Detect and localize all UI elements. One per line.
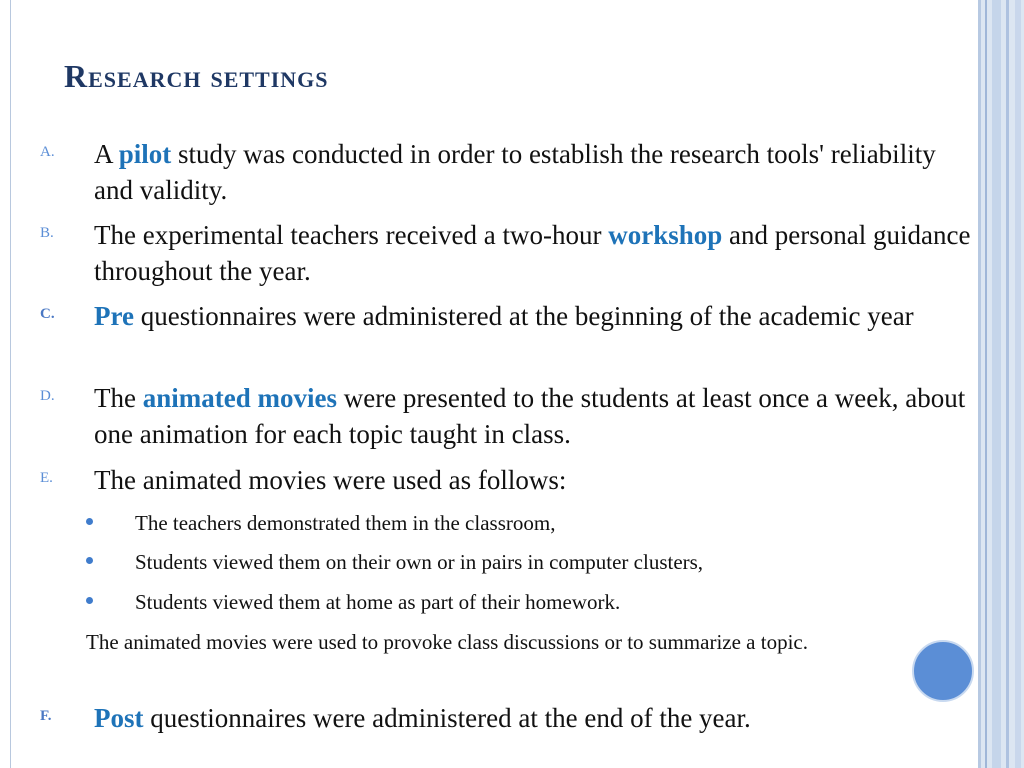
bullet-icon: [86, 518, 93, 525]
bullet-icon: [86, 597, 93, 604]
list-item-text-a: A pilot study was conducted in order to establish the research tools' reliability and validity.: [94, 139, 936, 205]
list-marker-e: E.: [40, 470, 53, 486]
highlight-animated-movies: animated movies: [142, 383, 337, 413]
list-item-text-d: The animated movies were presented to the students at least once a week, about one animation for each topic taught in class.: [94, 383, 966, 449]
sub-list-text: Students viewed them at home as part of their homework.: [135, 590, 621, 614]
highlight-post: Post: [94, 703, 144, 733]
list-marker-c: C.: [40, 306, 55, 322]
right-decorative-stripes: [978, 0, 1024, 768]
list-item-text-e: The animated movies were used as follows:: [94, 465, 567, 495]
list-marker-b: B.: [40, 225, 54, 241]
sub-list-text: Students viewed them on their own or in pairs in computer clusters,: [135, 550, 704, 574]
slide-title: Research settings: [64, 58, 329, 94]
bullet-icon: [86, 557, 93, 564]
list-item-text-f: Post questionnaires were administered at the end of the year.: [94, 703, 751, 733]
list-marker-a: A.: [40, 144, 55, 160]
left-border-line: [10, 0, 11, 768]
list-marker-d: D.: [40, 388, 55, 404]
highlight-workshop: workshop: [608, 220, 723, 250]
list-item-text-b: The experimental teachers received a two-hour workshop and personal guidance throughout the year.: [94, 220, 971, 286]
note-paragraph: The animated movies were used to provoke class discussions or to summarize a topic.: [86, 630, 808, 654]
list-item-text-c: Pre questionnaires were administered at the beginning of the academic year: [94, 301, 914, 331]
highlight-pilot: pilot: [118, 139, 172, 169]
list-marker-f: F.: [40, 708, 52, 724]
highlight-pre: Pre: [94, 301, 134, 331]
sub-list-text: The teachers demonstrated them in the classroom,: [135, 511, 556, 535]
